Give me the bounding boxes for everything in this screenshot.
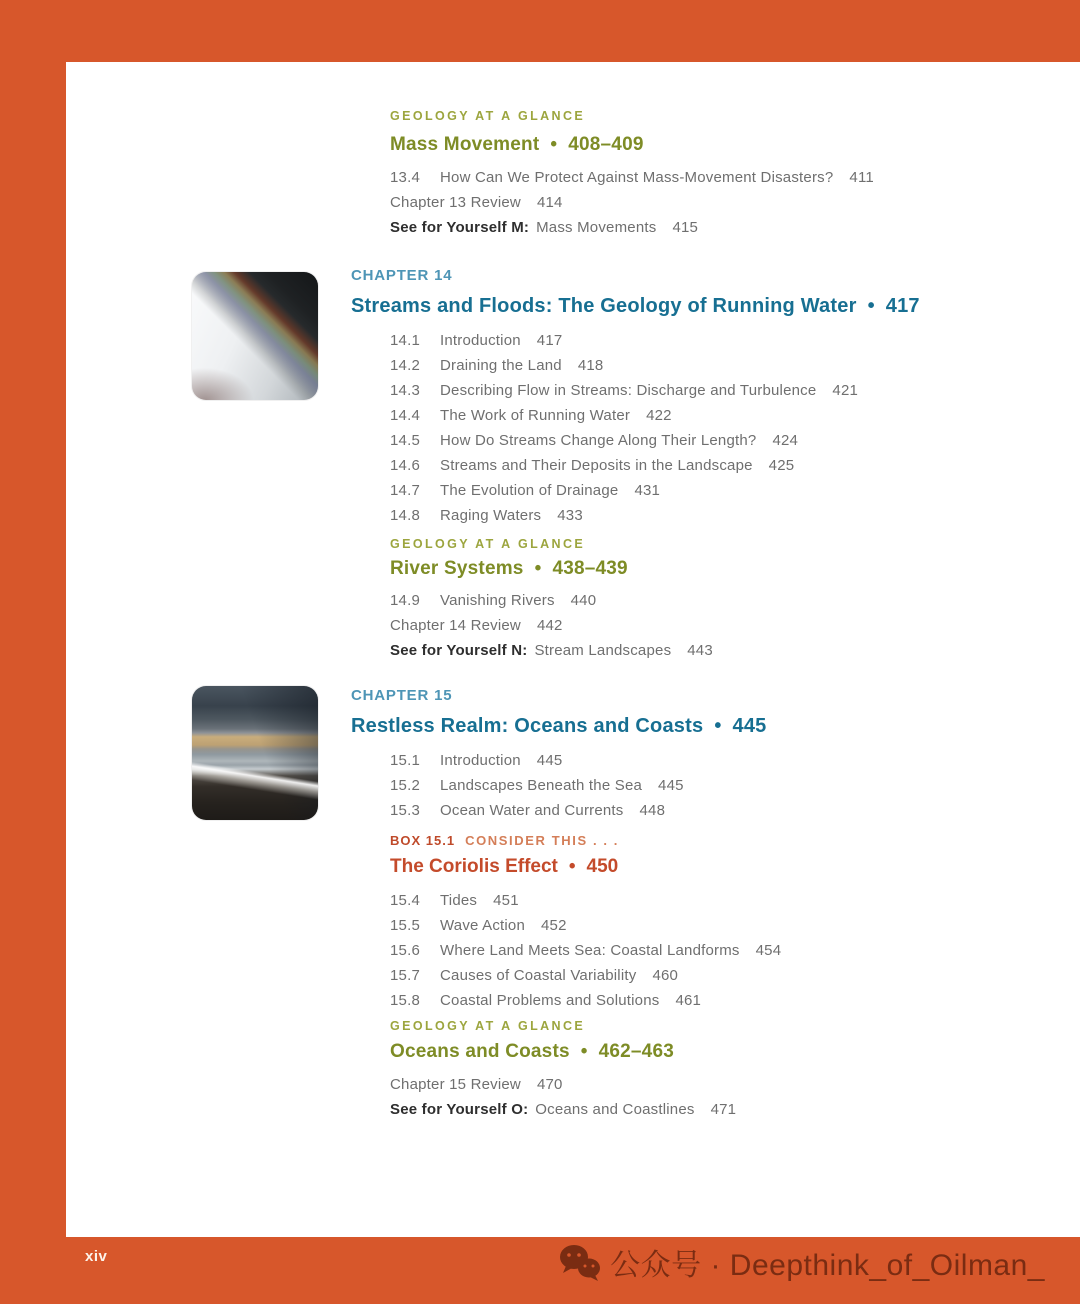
chapter-15-title [351, 713, 1080, 740]
toc-entry [390, 588, 1080, 613]
see-prefix: See for Yourself O: [390, 1101, 529, 1118]
section-number: 15.1 [390, 752, 420, 769]
section-title: The Work of Running Water [440, 407, 631, 424]
section-number: 15.6 [390, 942, 420, 959]
page-number: 422 [646, 407, 672, 424]
toc-entry [390, 773, 1080, 798]
wechat-icon [559, 1243, 601, 1281]
page-number: 451 [493, 892, 519, 909]
toc-entry [390, 403, 1080, 428]
section-number: 14.2 [390, 357, 420, 374]
chapter-14-title [351, 293, 1080, 320]
bullet-separator: • [550, 134, 558, 155]
beach-photo [192, 686, 318, 820]
page-number-folio: xiv [85, 1248, 108, 1265]
page-number: 411 [849, 169, 874, 186]
section-title: Streams and Their Deposits in the Landscape [440, 457, 753, 474]
box-heading-row [390, 833, 1080, 849]
glance-title-text: Oceans and Coasts [390, 1041, 570, 1062]
section-number: 14.8 [390, 507, 420, 524]
section-number: 15.3 [390, 802, 420, 819]
page-number: 461 [675, 992, 702, 1009]
section-title: Ocean Water and Currents [440, 802, 624, 819]
box-page-number: 450 [586, 856, 619, 877]
toc-entry [390, 748, 1080, 773]
toc-entry [390, 453, 1080, 478]
see-title: Stream Landscapes [534, 642, 672, 659]
chapter-review-entry [390, 613, 1080, 638]
page-number: 445 [536, 752, 563, 769]
section-number: 15.5 [390, 917, 420, 934]
section-number: 14.6 [390, 457, 420, 474]
box-title-text: The Coriolis Effect [390, 856, 558, 877]
ch14-entries-tail [66, 588, 1080, 663]
chapter-page-number: 445 [732, 715, 767, 737]
section-number: 14.9 [390, 592, 420, 609]
section-title: Vanishing Rivers [440, 592, 555, 609]
page-number: 454 [755, 942, 782, 959]
bullet-separator: • [714, 715, 722, 737]
bullet-separator: • [534, 558, 542, 579]
page-number: 425 [768, 457, 795, 474]
review-title: Chapter 13 Review [390, 194, 521, 211]
chapter-title-text: Streams and Floods: The Geology of Running Water [351, 295, 857, 317]
section-number: 13.4 [390, 169, 420, 186]
glance-label: GEOLOGY AT A GLANCE [390, 537, 586, 551]
toc-entry [390, 478, 1080, 503]
bullet-separator: • [580, 1041, 588, 1062]
section-title: The Evolution of Drainage [440, 482, 619, 499]
toc-entry [390, 798, 1080, 823]
section-title: Introduction [440, 752, 521, 769]
review-title: Chapter 14 Review [390, 617, 521, 634]
page-number: 418 [577, 357, 604, 374]
section-title: Describing Flow in Streams: Discharge and Turbulence [440, 382, 817, 399]
page-number: 415 [672, 219, 699, 236]
toc-entry [390, 353, 1080, 378]
section-number: 14.7 [390, 482, 420, 499]
page-number: 442 [536, 617, 563, 634]
page-number: 414 [536, 194, 563, 211]
section-title: Causes of Coastal Variability [440, 967, 637, 984]
section-number: 15.7 [390, 967, 420, 984]
page-number: 470 [536, 1076, 563, 1093]
chapter-15-label: CHAPTER 15 [351, 687, 453, 704]
page-number: 433 [557, 507, 583, 524]
toc-entry [390, 428, 1080, 453]
box-title [390, 854, 1080, 880]
toc-entry [390, 963, 1080, 988]
section-title: Tides [440, 892, 478, 909]
toc-entry [390, 888, 1080, 913]
glance-page-range: 408–409 [568, 134, 644, 155]
waterfall-photo [192, 272, 318, 400]
toc-entry [390, 378, 1080, 403]
chapter-14-label: CHAPTER 14 [351, 267, 453, 284]
box-label: BOX 15.1 [390, 833, 456, 848]
see-title: Oceans and Coastlines [535, 1101, 695, 1118]
watermark [559, 1240, 1045, 1284]
section-number: 15.2 [390, 777, 420, 794]
section-title: Introduction [440, 332, 521, 349]
review-title: Chapter 15 Review [390, 1076, 521, 1093]
page-number: 471 [710, 1101, 737, 1118]
page-number: 417 [536, 332, 563, 349]
toc-content [66, 62, 1080, 1122]
section-title: Draining the Land [440, 357, 562, 374]
page-number: 443 [687, 642, 713, 659]
see-prefix: See for Yourself N: [390, 642, 528, 659]
page-number: 440 [570, 592, 597, 609]
see-for-yourself-entry [390, 1097, 1080, 1122]
chapter-title-text: Restless Realm: Oceans and Coasts [351, 715, 704, 737]
glance-title-text: River Systems [390, 558, 524, 579]
section-title: Coastal Problems and Solutions [440, 992, 660, 1009]
page-number: 424 [772, 432, 799, 449]
chapter-review-entry [390, 190, 1080, 215]
section-number: 14.1 [390, 332, 420, 349]
toc-entry [390, 328, 1080, 353]
box-subtitle: CONSIDER THIS . . . [465, 833, 620, 848]
toc-entry [390, 165, 1080, 190]
toc-entry [390, 913, 1080, 938]
glance-title-text: Mass Movement [390, 134, 540, 155]
see-prefix: See for Yourself M: [390, 219, 530, 236]
section-number: 14.3 [390, 382, 420, 399]
page-number: 421 [832, 382, 859, 399]
see-for-yourself-entry [390, 638, 1080, 663]
watermark-text: 公众号 · Deepthink_of_Oilman_ [610, 1249, 1045, 1282]
ch15-entries-2 [66, 888, 1080, 1013]
glance-heading [390, 132, 1080, 158]
section-number: 14.5 [390, 432, 420, 449]
glance-heading [390, 1039, 1080, 1065]
glance-label: GEOLOGY AT A GLANCE [390, 109, 586, 123]
glance-label: GEOLOGY AT A GLANCE [390, 1019, 586, 1033]
chapter-page-number: 417 [885, 295, 920, 317]
chapter-review-entry [390, 1072, 1080, 1097]
toc-page [66, 62, 1080, 1237]
ch15-entries-tail [66, 1072, 1080, 1122]
page-number: 445 [658, 777, 684, 794]
section-number: 14.4 [390, 407, 420, 424]
page-number: 431 [634, 482, 661, 499]
section-title: How Can We Protect Against Mass-Movement Disasters? [440, 169, 834, 186]
section-title: How Do Streams Change Along Their Length? [440, 432, 757, 449]
bullet-separator: • [867, 295, 875, 317]
page-number: 448 [639, 802, 666, 819]
toc-entry [390, 503, 1080, 528]
section-title: Wave Action [440, 917, 526, 934]
glance-page-range: 462–463 [598, 1041, 674, 1062]
see-title: Mass Movements [536, 219, 657, 236]
see-for-yourself-entry [390, 215, 1080, 240]
section-title: Raging Waters [440, 507, 542, 524]
section-title: Where Land Meets Sea: Coastal Landforms [440, 942, 740, 959]
toc-entry [390, 938, 1080, 963]
section-number: 15.8 [390, 992, 420, 1009]
section-title: Landscapes Beneath the Sea [440, 777, 643, 794]
ch13-entries [66, 165, 1080, 240]
page-number: 452 [541, 917, 567, 934]
toc-entry [390, 988, 1080, 1013]
glance-heading [390, 556, 1080, 582]
bullet-separator: • [568, 856, 576, 877]
page-number: 460 [652, 967, 679, 984]
glance-page-range: 438–439 [552, 558, 628, 579]
section-number: 15.4 [390, 892, 420, 909]
